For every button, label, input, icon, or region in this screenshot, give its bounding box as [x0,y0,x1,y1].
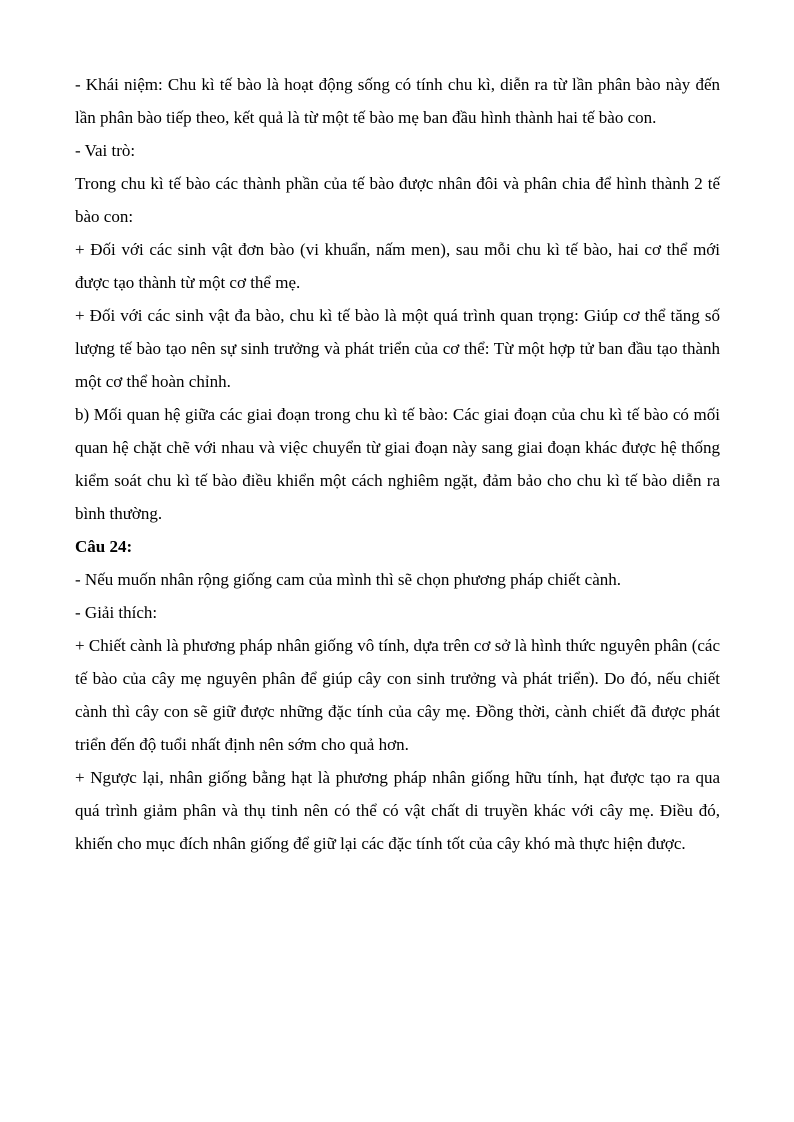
paragraph-chon-chiet-canh: - Nếu muốn nhân rộng giống cam của mình thì sẽ chọn phương pháp chiết cành. [75,570,622,589]
paragraph-don-bao: + Đối với các sinh vật đơn bào (vi khuẩn, nấm men), sau mỗi chu kì tế bào, hai cơ thể mới được tạo thành từ một cơ thể mẹ. [75,240,720,292]
heading-cau-24: Câu 24: [75,537,133,556]
paragraph-vai-tro-label: - Vai trò: [75,141,136,160]
paragraph-moi-quan-he: b) Mối quan hệ giữa các giai đoạn trong chu kì tế bào: Các giai đoạn của chu kì tế bào có mối quan hệ chặt chẽ với nhau và việc chuyển từ giai đoạn này sang giai đoạn khác được hệ thống kiểm soát chu kì tế bào điều khiển một cách nghiêm ngặt, đảm bảo cho chu kì tế bào diễn ra bình thường. [75,405,720,523]
paragraph-vai-tro-intro: Trong chu kì tế bào các thành phần của tế bào được nhân đôi và phân chia để hình thành 2 tế bào con: [75,174,720,226]
paragraph-da-bao: + Đối với các sinh vật đa bào, chu kì tế bào là một quá trình quan trọng: Giúp cơ thể tăng số lượng tế bào tạo nên sự sinh trưởng và phát triển của cơ thể: Từ một hợp tử ban đầu tạo thành một cơ thể hoàn chỉnh. [75,306,720,391]
paragraph-khai-niem: - Khái niệm: Chu kì tế bào là hoạt động sống có tính chu kì, diễn ra từ lần phân bào này đến lần phân bào tiếp theo, kết quả là từ một tế bào mẹ ban đầu hình thành hai tế bào con. [75,75,720,127]
paragraph-nhan-giong-hat: + Ngược lại, nhân giống bằng hạt là phương pháp nhân giống hữu tính, hạt được tạo ra qua quá trình giảm phân và thụ tinh nên có thể có vật chất di truyền khác với cây mẹ. Điều đó, khiến cho mục đích nhân giống để giữ lại các đặc tính tốt của cây khó mà thực hiện được. [75,768,720,853]
paragraph-chiet-canh: + Chiết cành là phương pháp nhân giống vô tính, dựa trên cơ sở là hình thức nguyên phân (các tế bào của cây mẹ nguyên phân để giúp cây con sinh trưởng và phát triển). Do đó, nếu chiết cành thì cây con sẽ giữ được những đặc tính của cây mẹ. Đồng thời, cành chiết đã được phát triển đến độ tuổi nhất định nên sớm cho quả hơn. [75,636,720,754]
paragraph-giai-thich-label: - Giải thích: [75,603,158,622]
